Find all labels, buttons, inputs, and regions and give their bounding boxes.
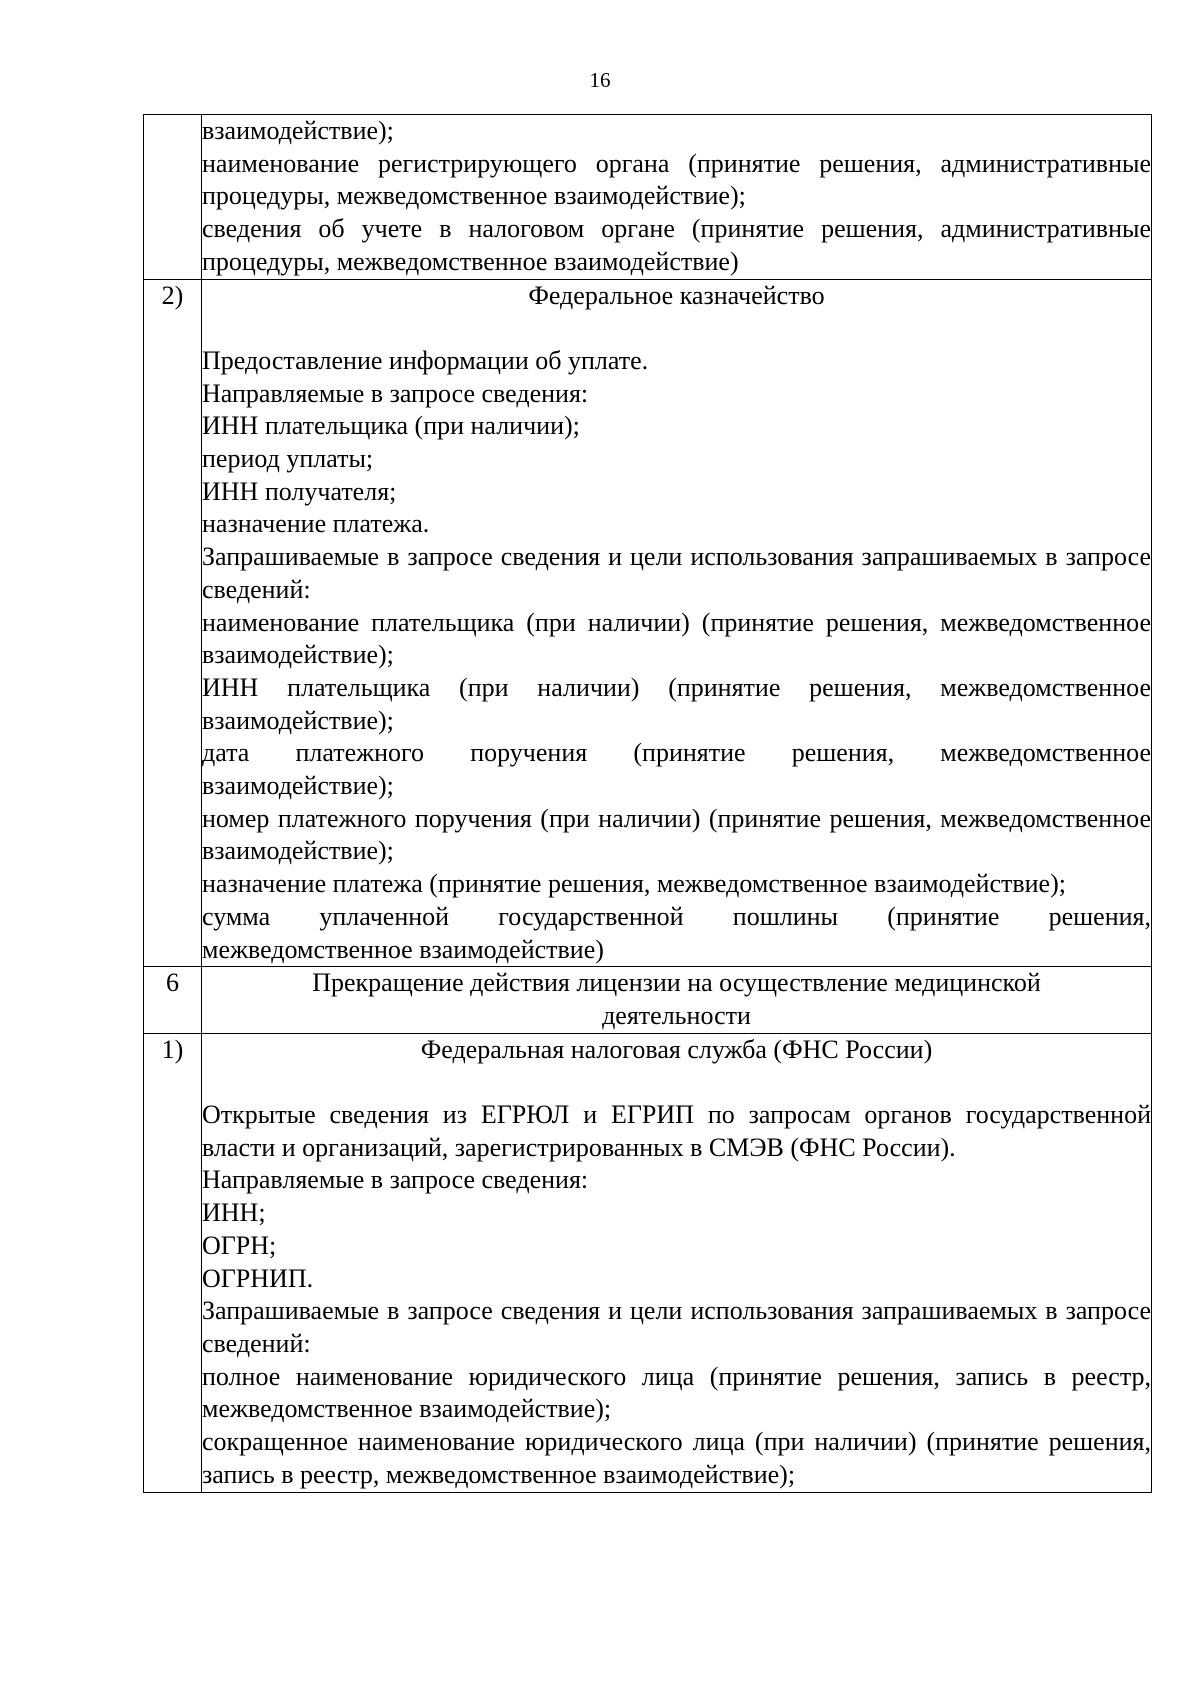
row-content xyxy=(202,967,1152,1033)
text-line: номер платежного поручения (при наличии) (принятие решения, межведомственное взаимодействие); xyxy=(202,803,1151,866)
text-line: сокращенное наименование юридического лица (при наличии) (принятие решения, запись в реестр, межведомственное взаимодействие); xyxy=(202,1427,1151,1489)
text-line: Предоставление информации об уплате. xyxy=(202,345,649,375)
text-line: Направляемые в запросе сведения: xyxy=(202,1165,589,1195)
text-line: дата платежного поручения (принятие решения, межведомственное взаимодействие); xyxy=(202,738,1151,801)
section-heading: Федеральная налоговая служба (ФНС России) xyxy=(420,1034,933,1064)
table-row xyxy=(144,967,1152,1033)
table-row xyxy=(144,115,1152,280)
text-line: полное наименование юридического лица (принятие решения, запись в реестр, межведомственное взаимодействие); xyxy=(202,1361,1151,1424)
text-line: Запрашиваемые в запросе сведения и цели использования запрашиваемых в запросе сведений: xyxy=(202,1296,1151,1358)
text-line: ИНН; xyxy=(202,1198,266,1228)
row-content xyxy=(202,1033,1152,1492)
row-number: 1) xyxy=(144,1033,202,1492)
text-line: назначение платежа. xyxy=(202,509,430,539)
spacer xyxy=(202,312,1151,345)
row-number: 2) xyxy=(144,279,202,967)
text-line: Запрашиваемые в запросе сведения и цели использования запрашиваемых в запросе сведений: xyxy=(202,542,1151,604)
row-content xyxy=(202,279,1152,967)
table-row xyxy=(144,279,1152,967)
row-content xyxy=(202,115,1152,280)
section-heading: Прекращение действия лицензии на осуществление медицинской деятельности xyxy=(312,968,1041,1030)
section-heading: Федеральное казначейство xyxy=(528,280,825,310)
text-line: сведения об учете в налоговом органе (принятие решения, административные процедуры, межведомственное взаимодействие) xyxy=(202,214,1151,276)
text-line: период уплаты; xyxy=(202,444,374,474)
text-line: наименование регистрирующего органа (принятие решения, административные процедуры, межведомственное взаимодействие); xyxy=(202,148,1151,211)
table-row xyxy=(144,1033,1152,1492)
services-table xyxy=(143,114,1152,1493)
text-line: наименование плательщика (при наличии) (принятие решения, межведомственное взаимодействие); xyxy=(202,607,1151,670)
text-line: взаимодействие); xyxy=(202,116,394,145)
text-line: сумма уплаченной государственной пошлины (принятие решения, межведомственное взаимодействие) xyxy=(202,901,1151,964)
text-line: Направляемые в запросе сведения: xyxy=(202,378,589,408)
text-line: ИНН получателя; xyxy=(202,476,397,506)
text-line: ИНН плательщика (при наличии) (принятие решения, межведомственное взаимодействие); xyxy=(202,672,1151,735)
text-line: Открытые сведения из ЕГРЮЛ и ЕГРИП по запросам органов государственной власти и организаций, зарегистрированных в СМЭВ (ФНС России). xyxy=(202,1100,1151,1162)
spacer xyxy=(202,1066,1151,1099)
page-number: 16 xyxy=(589,68,611,92)
text-line: ОГРН; xyxy=(202,1230,277,1260)
row-number xyxy=(144,115,202,280)
row-number: 6 xyxy=(144,967,202,1033)
text-line: ИНН плательщика (при наличии); xyxy=(202,411,580,441)
text-line: назначение платежа (принятие решения, межведомственное взаимодействие); xyxy=(202,869,1066,899)
text-line: ОГРНИП. xyxy=(202,1263,314,1293)
